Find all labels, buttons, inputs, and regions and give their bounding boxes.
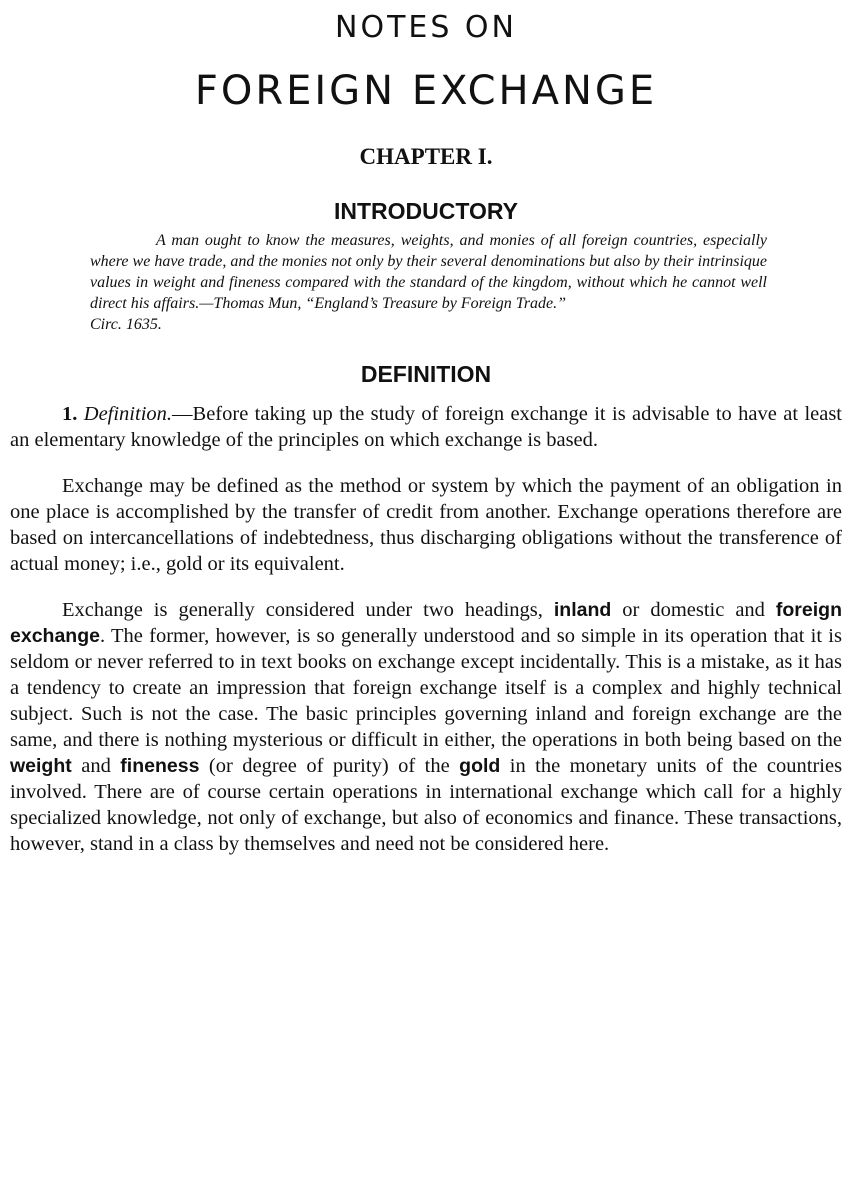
paragraph-definition (10, 401, 842, 453)
term-gold: gold (459, 755, 501, 777)
paragraph-term: Definition. (83, 403, 173, 425)
paragraph-inland-foreign (10, 597, 842, 857)
term-weight: weight (10, 755, 72, 777)
epigraph-text: A man ought to know the measures, weights, and monies of all foreign countries, especially where we have trade, and the monies not only by their several denominations but also by their intrinsique values in weight and fineness compared with the standard of the kingdom, without which he cannot well direct his affairs.—Thomas Mun, “England’s Treasure by Foreign Trade.” (90, 232, 767, 312)
paragraph-3-part-e: (or degree of purity) of the (208, 755, 450, 777)
title-line-2: FOREIGN EXCHANGE (194, 68, 658, 114)
epigraph-date: Circ. 1635. (90, 316, 162, 333)
paragraph-1-text: —Before taking up the study of foreign exchange it is advisable to have at least an elementary knowledge of the principles on which exchange is based. (10, 403, 843, 451)
paragraph-number: 1. (62, 403, 78, 425)
epigraph-quote (90, 230, 767, 335)
term-fineness: fineness (120, 755, 200, 777)
chapter-heading: CHAPTER I. (359, 144, 493, 169)
paragraph-2-text: Exchange may be defined as the method or system by which the payment of an obligation in one place is accomplished by the transfer of credit from another. Exchange operations therefore are based on intercancellations of indebtedness, thus discharging obligations without the transference of actual money; i.e., gold or its equivalent. (10, 475, 842, 575)
body-text (10, 401, 842, 857)
paragraph-exchange-defined (10, 473, 842, 577)
paragraph-3-part-b: or domestic and (622, 599, 765, 621)
term-foreign-exchange: foreign exchange (10, 599, 842, 647)
introductory-heading: INTRODUCTORY (334, 198, 518, 224)
paragraph-3-part-a: Exchange is generally considered under two headings, (62, 599, 543, 621)
definition-heading: DEFINITION (360, 361, 492, 387)
paragraph-3-part-d: and (81, 755, 111, 777)
title-line-1: NOTES ON (335, 10, 517, 45)
paragraph-3-part-f: in the monetary units of the countries involved. There are of course certain operations in international exchange which call for a highly specialized knowledge, not only of exchange, but also of economics and finance. These transactions, however, stand in a class by themselves and need not be considered here. (10, 755, 843, 855)
term-inland: inland (553, 599, 612, 621)
paragraph-3-part-c: . The former, however, is so generally understood and so simple in its operation that it is seldom or never referred to in text books on exchange except incidentally. This is a mistake, as it has a tendency to create an impression that foreign exchange itself is a complex and highly technical subject. Such is not the case. The basic principles governing inland and foreign exchange are the same, and there is nothing mysterious or difficult in either, the operations in both being based on the (10, 625, 842, 751)
